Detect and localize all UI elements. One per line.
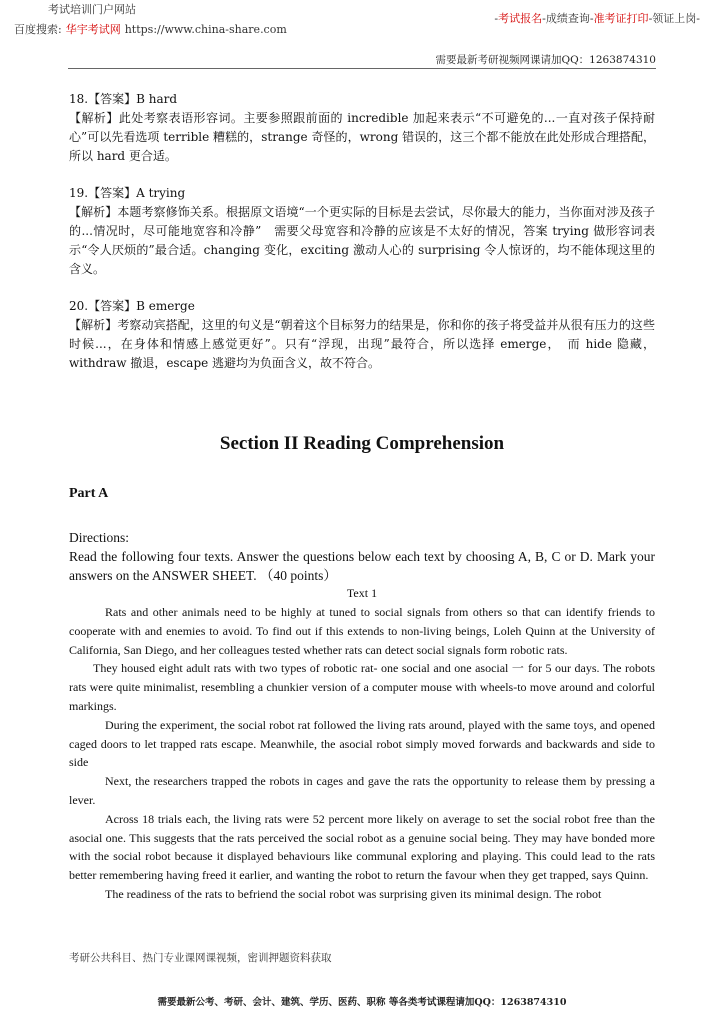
answer-title: 20.【答案】B emerge (69, 299, 195, 313)
answer-explanation: 【解析】考察动宾搭配，这里的句义是“朝着这个目标努力的结果是，你和你的孩子将受益并从很有压力的这些时候...，在身体和情感上感觉更好”。只有“浮现，出现”最符合，所以选择 emerge， 而 hide 隐藏，withdraw 撤退，escape 逃避均为负面含义，故不符合。 (69, 318, 655, 370)
directions-text: Read the following four texts. Answer the questions below each text by choosing A, B, C or D. Mark your answers on the ANSWER SHEET. （40 points） (69, 549, 655, 583)
brand-link[interactable]: 华宇考试网 (65, 23, 121, 36)
answer-title: 19.【答案】A trying (69, 186, 186, 200)
directions-label: Directions: (69, 530, 129, 545)
nav-prefix: - (494, 12, 499, 25)
part-title: Part A (69, 486, 109, 501)
page-footer: 需要最新公考、考研、会计、建筑、学历、医药、职称 等各类考试课程请加QQ：1263874310 (157, 997, 567, 1008)
reading-passage (69, 603, 655, 904)
answer-block (69, 90, 655, 166)
passage-paragraph: During the experiment, the social robot rat followed the living rats around, played with the same toys, and opened caged doors to let trapped rats escape. Meanwhile, the asocial robot simply moved forwards and backwards and side to side (69, 717, 655, 770)
header-site-name: 考试培训门户网站 (48, 3, 136, 16)
bottom-note: 考研公共科目、热门专业课网课视频，密训押题资料获取 (69, 952, 332, 964)
answer-block (69, 184, 655, 279)
header-divider (68, 68, 656, 69)
passage-paragraph: Next, the researchers trapped the robots in cages and gave the rats the opportunity to release them by pressing a lever. (69, 774, 655, 807)
header-search-line (14, 21, 287, 37)
passage-paragraph: They housed eight adult rats with two types of robotic rat- one social and one asocial 一 for 5 our days. The robots rats were quite minimalist, resembling a chunkier version of a computer mouse with wheels-to move around and colorful markings. (69, 661, 655, 713)
nav-score-query[interactable]: -成绩查询- (542, 12, 594, 25)
text-label: Text 1 (346, 586, 378, 600)
answer-block (69, 297, 655, 373)
answer-explanation: 【解析】此处考察表语形容词。主要参照跟前面的 incredible 加起来表示“不可避免的...一直对孩子保持耐心”可以先看选项 terrible 糟糕的，strange 奇怪的，wrong 错误的，这三个都不能放在此处形成合理搭配，所以 hard 更合适。 (69, 111, 655, 163)
passage-paragraph: The readiness of the rats to befriend the social robot was surprising given its minimal design. The robot (105, 886, 602, 901)
section-title: Section II Reading Comprehension (219, 433, 505, 454)
header-nav (494, 10, 700, 26)
search-label: 百度搜索: (14, 23, 62, 36)
nav-registration-link[interactable]: 考试报名 (498, 12, 543, 25)
site-url-link[interactable]: https://www.china-share.com (124, 23, 287, 36)
answer-title: 18.【答案】B hard (69, 92, 178, 106)
answer-explanations (69, 90, 655, 391)
answer-explanation: 【解析】本题考察修饰关系。根据原文语境“一个更实际的目标是去尝试，尽你最大的能力，当你面对涉及孩子的...情况时，尽可能地宽容和冷静” 需要父母宽容和冷静的应该是不太好的情况，答案 trying 做形容词表示“令人厌烦的”最合适。changing 变化，exciting 激动人心的 surprising 令人惊讶的，均不能体现这里的含义。 (69, 205, 655, 276)
passage-paragraph: Rats and other animals need to be highly at tuned to social signals from others so that can identify friends to cooperate with and enemies to avoid. To find out if this extends to non-living beings, Loleh Quinn at the University of California, San Diego, and her colleagues tested whether rats can detect social signals form robotic rats. (69, 605, 655, 657)
header-qq-notice: 需要最新考研视频网课请加QQ：1263874310 (435, 54, 656, 66)
passage-paragraph: Across 18 trials each, the living rats were 52 percent more likely on average to set the social robot free than the asocial one. This suggests that the rats perceived the social robot as a genuine social being. They may have bonded more with the social robot because it displayed behaviours like communal exploring and playing. This could lead to the rats better remembering having freed it earlier, and wanting the robot to return the favour when they get trapped, says Quinn. (69, 811, 655, 883)
directions (69, 528, 655, 585)
nav-admission-link[interactable]: 准考证打印 (593, 12, 649, 25)
nav-certificate[interactable]: -领证上岗- (648, 12, 700, 25)
